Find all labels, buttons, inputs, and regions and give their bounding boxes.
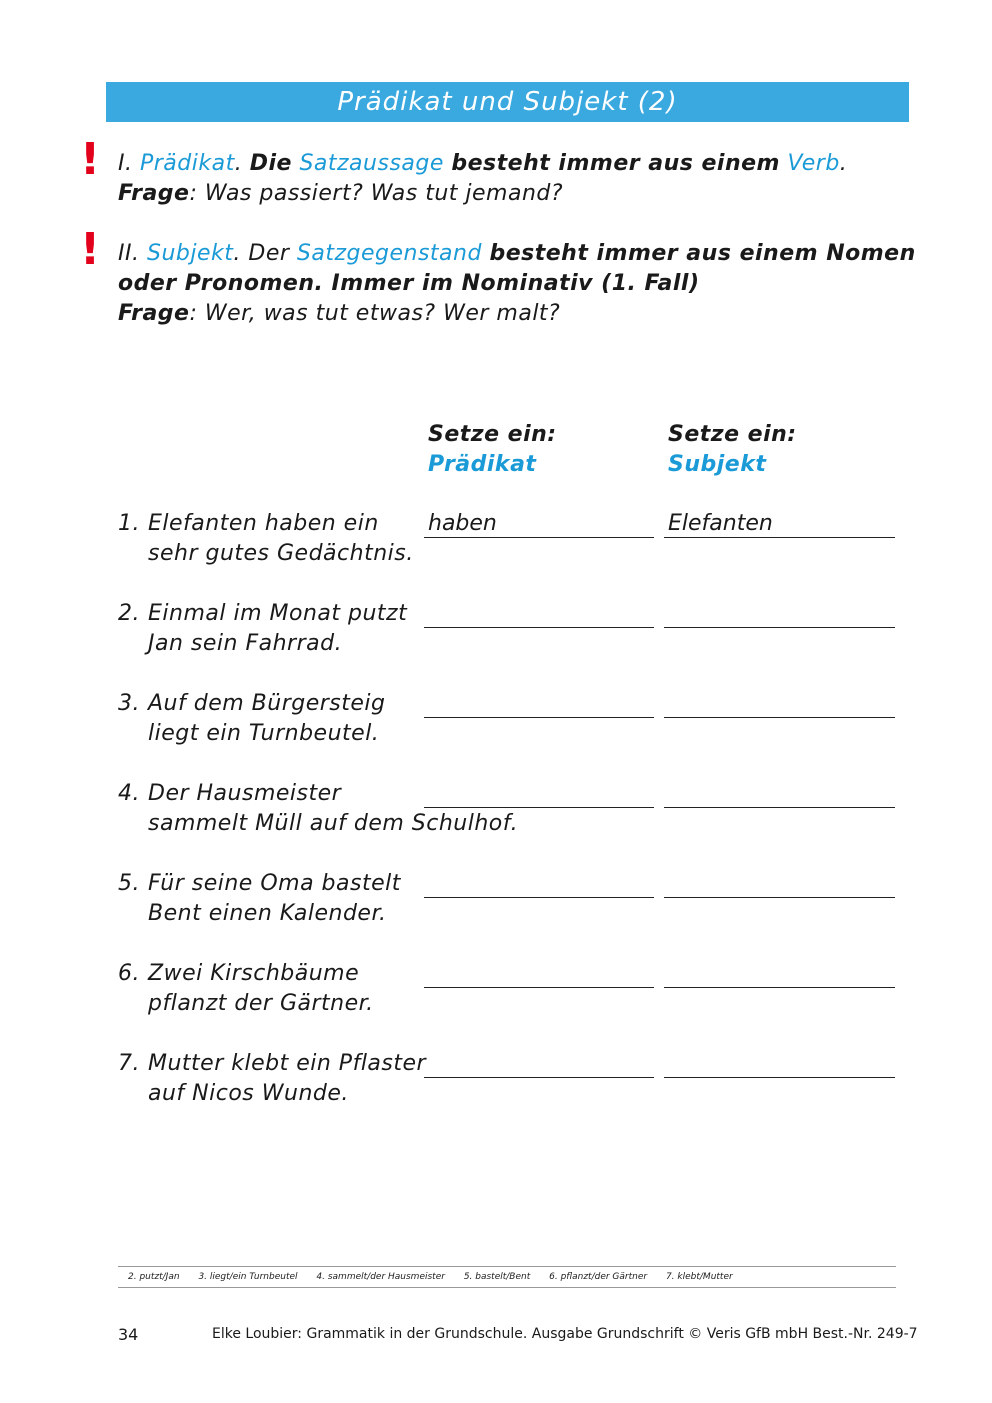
exercise-line2: sammelt Müll auf dem Schulhof. — [148, 811, 519, 836]
rule-mid: besteht immer aus einem — [451, 151, 780, 176]
page-title: Prädikat und Subjekt (2) — [106, 82, 909, 122]
subjekt-blank[interactable] — [664, 960, 895, 988]
exercise-number: 1. — [118, 511, 140, 536]
column-label: Prädikat — [428, 452, 537, 477]
exercise-number: 6. — [118, 961, 140, 986]
rule-term: Prädikat — [139, 151, 235, 176]
footer-citation: Elke Loubier: Grammatik in der Grundschule. Ausgabe Grundschrift © Veris GfB mbH Best.-Nr. 249-7 — [212, 1326, 918, 1342]
rule-lead: Der — [248, 241, 290, 266]
exercise-line2: Jan sein Fahrrad. — [148, 631, 343, 656]
praedikat-blank[interactable] — [424, 960, 654, 988]
answer-item: 6. pflanzt/der Gärtner — [549, 1272, 648, 1282]
rule-subjekt — [118, 239, 916, 329]
exercise-number: 3. — [118, 691, 140, 716]
exercise-line1: Für seine Oma bastelt — [148, 871, 401, 896]
exercise-2 — [118, 599, 407, 659]
question-text: : Wer, was tut etwas? Wer malt? — [189, 301, 561, 326]
subjekt-blank[interactable] — [664, 600, 895, 628]
exercise-line2: Bent einen Kalender. — [148, 901, 387, 926]
question-label: Frage — [118, 301, 190, 326]
rule-term: Subjekt — [146, 241, 234, 266]
exercise-line1: Zwei Kirschbäume — [148, 961, 360, 986]
column-header-subjekt — [668, 420, 797, 480]
rule-praedikat — [118, 149, 847, 209]
question-label: Frage — [118, 181, 190, 206]
exercise-6 — [118, 959, 374, 1019]
subjekt-blank[interactable] — [664, 780, 895, 808]
exclamation-icon: ! — [80, 134, 101, 185]
rule-german-term: Satzaussage — [299, 151, 444, 176]
exercise-3 — [118, 689, 385, 749]
column-instruction: Setze ein: — [428, 422, 557, 447]
rule-german-term: Satzgegenstand — [296, 241, 482, 266]
page-number: 34 — [118, 1325, 139, 1344]
column-label: Subjekt — [668, 452, 767, 477]
subjekt-blank[interactable] — [664, 690, 895, 718]
exercise-5 — [118, 869, 401, 929]
rule-end: . — [839, 151, 848, 176]
praedikat-blank[interactable] — [424, 600, 654, 628]
exercise-line1: Einmal im Monat putzt — [148, 601, 408, 626]
answer-item: 3. liegt/ein Turnbeutel — [198, 1272, 298, 1282]
exercise-line2: liegt ein Turnbeutel. — [148, 721, 380, 746]
rule-sep: . — [234, 151, 243, 176]
answer-item: 7. klebt/Mutter — [665, 1272, 733, 1282]
exercise-line1: Der Hausmeister — [148, 781, 342, 806]
answer-item: 5. bastelt/Bent — [463, 1272, 531, 1282]
exercise-number: 2. — [118, 601, 140, 626]
praedikat-blank[interactable] — [424, 780, 654, 808]
rule-line2: oder Pronomen. Immer im Nominativ (1. Fall) — [118, 271, 700, 296]
subjekt-blank[interactable]: Elefanten — [664, 510, 895, 538]
column-instruction: Setze ein: — [668, 422, 797, 447]
exercise-1 — [118, 509, 414, 569]
rule-kind: Verb — [787, 151, 840, 176]
exercise-line1: Elefanten haben ein — [148, 511, 379, 536]
exercise-line2: pflanzt der Gärtner. — [148, 991, 374, 1016]
exercise-line1: Mutter klebt ein Pflaster — [148, 1051, 427, 1076]
rule-numeral: I. — [118, 151, 133, 176]
praedikat-blank[interactable]: haben — [424, 510, 654, 538]
rule-sep: . — [233, 241, 241, 266]
subjekt-blank[interactable] — [664, 1050, 895, 1078]
exercise-number: 4. — [118, 781, 140, 806]
exclamation-icon: ! — [80, 224, 101, 275]
exercise-line1: Auf dem Bürgersteig — [148, 691, 386, 716]
exercise-number: 7. — [118, 1051, 140, 1076]
answer-key — [118, 1266, 896, 1288]
rule-mid: besteht immer aus einem Nomen — [489, 241, 916, 266]
praedikat-blank[interactable] — [424, 1050, 654, 1078]
subjekt-blank[interactable] — [664, 870, 895, 898]
praedikat-blank[interactable] — [424, 690, 654, 718]
exercise-number: 5. — [118, 871, 140, 896]
exercise-7 — [118, 1049, 426, 1109]
rule-lead: Die — [249, 151, 292, 176]
exercise-line2: sehr gutes Gedächtnis. — [148, 541, 414, 566]
exercise-line2: auf Nicos Wunde. — [148, 1081, 349, 1106]
answer-item: 4. sammelt/der Hausmeister — [316, 1272, 445, 1282]
rule-numeral: II. — [118, 241, 140, 266]
answer-item: 2. putzt/Jan — [128, 1272, 180, 1282]
column-header-praedikat — [428, 420, 557, 480]
praedikat-blank[interactable] — [424, 870, 654, 898]
question-text: : Was passiert? Was tut jemand? — [189, 181, 564, 206]
